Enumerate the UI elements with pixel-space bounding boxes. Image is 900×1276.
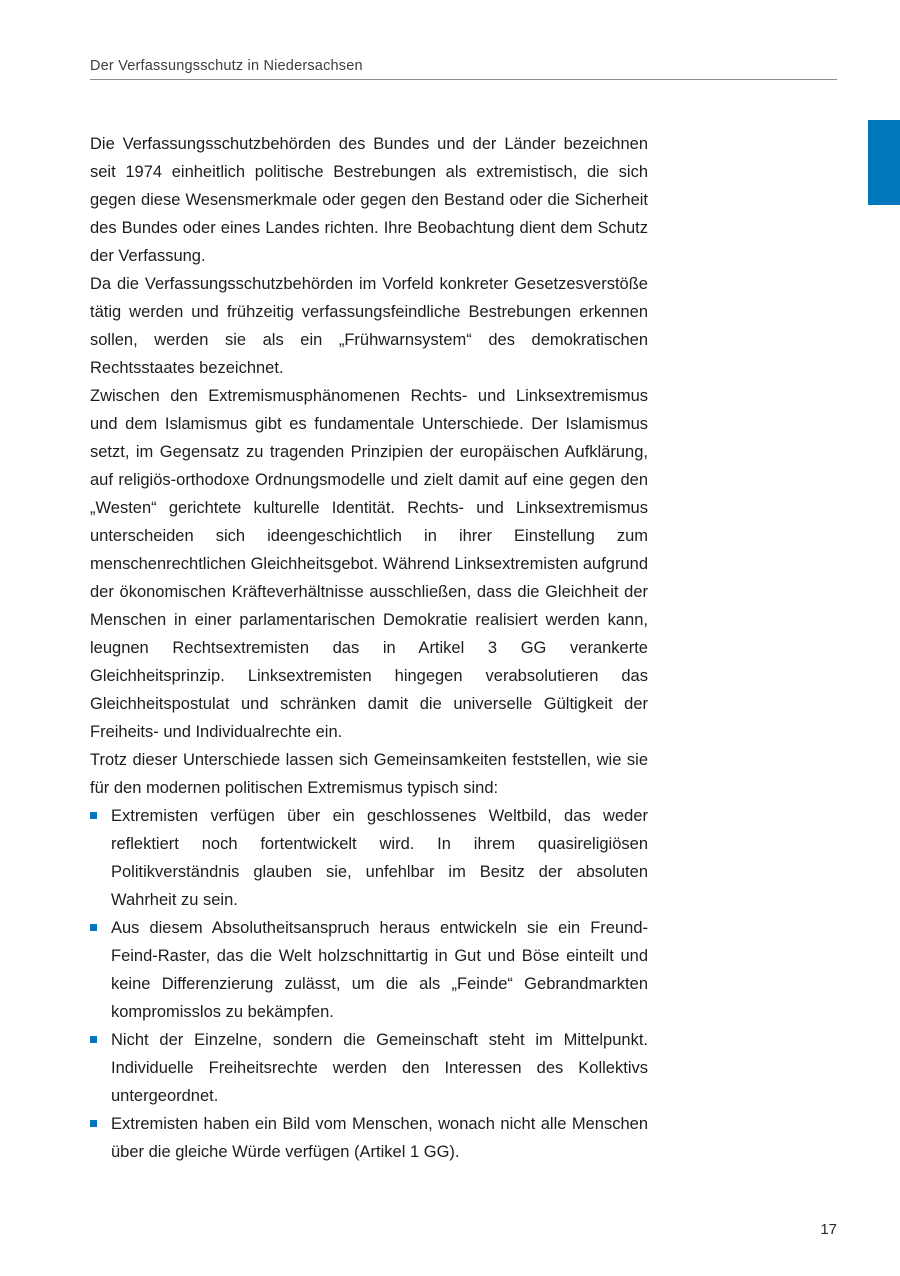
paragraph-2: Da die Verfassungsschutzbehörden im Vorfeld konkreter Gesetzesverstöße tätig werden und frühzeitig verfassungsfeindliche Bestrebungen erkennen sollen, werden sie als ein „Frühwarnsystem“ des demokratischen Rechtsstaates bezeichnet.	[90, 275, 648, 377]
running-header: Der Verfassungsschutz in Niedersachsen	[90, 58, 363, 74]
square-bullet-icon	[90, 1120, 97, 1127]
bullet-text: Nicht der Einzelne, sondern die Gemeinschaft steht im Mittelpunkt. Individuelle Freiheitsrechte werden den Interessen des Kollektivs untergeordnet.	[111, 1031, 648, 1105]
square-bullet-icon	[90, 1036, 97, 1043]
bullet-text: Extremisten verfügen über ein geschlossenes Weltbild, das weder reflektiert noch fortentwickelt wird. In ihrem quasireligiösen Politikverständnis glauben sie, unfehlbar im Besitz der absoluten Wahrheit zu sein.	[111, 807, 648, 909]
paragraph-4: Trotz dieser Unterschiede lassen sich Gemeinsamkeiten feststellen, wie sie für den modernen politischen Extremismus typisch sind:	[90, 751, 648, 797]
square-bullet-icon	[90, 812, 97, 819]
list-item	[90, 1026, 648, 1110]
body-text	[90, 130, 648, 1166]
list-item	[90, 914, 648, 1026]
header-rule	[90, 79, 837, 80]
chapter-tab-marker	[868, 120, 900, 205]
bullet-text: Extremisten haben ein Bild vom Menschen, wonach nicht alle Menschen über die gleiche Würde verfügen (Artikel 1 GG).	[111, 1115, 648, 1161]
square-bullet-icon	[90, 924, 97, 931]
paragraph-1: Die Verfassungsschutzbehörden des Bundes und der Länder bezeichnen seit 1974 einheitlich politische Bestrebungen als extremistisch, die sich gegen diese Wesensmerkmale oder gegen den Bestand oder die Sicherheit des Bundes oder eines Landes richten. Ihre Beobachtung dient dem Schutz der Verfassung.	[90, 135, 648, 265]
page-number: 17	[820, 1221, 837, 1238]
bullet-text: Aus diesem Absolutheitsanspruch heraus entwickeln sie ein Freund-Feind-Raster, das die Welt holzschnittartig in Gut und Böse einteilt und keine Differenzierung zulässt, um die als „Feinde“ Gebrandmarkten kompromisslos zu bekämpfen.	[111, 919, 648, 1021]
list-item	[90, 1110, 648, 1166]
list-item	[90, 802, 648, 914]
bullet-list	[90, 802, 648, 1166]
paragraph-3: Zwischen den Extremismusphänomenen Rechts- und Linksextremismus und dem Islamismus gibt es fundamentale Unterschiede. Der Islamismus setzt, im Gegensatz zu tragenden Prinzipien der europäischen Aufklärung, auf religiös-orthodoxe Ordnungsmodelle und zielt damit auf eine gegen den „Westen“ gerichtete kulturelle Identität. Rechts- und Linksextremismus unterscheiden sich ideengeschichtlich in ihrer Einstellung zum menschenrechtlichen Gleichheitsgebot. Während Linksextremisten aufgrund der ökonomischen Kräfteverhältnisse ausschließen, dass die Gleichheit der Menschen in einer parlamentarischen Demokratie realisiert werden kann, leugnen Rechtsextremisten das in Artikel 3 GG verankerte Gleichheitsprinzip. Linksextremisten hingegen verabsolutieren das Gleichheitspostulat und schränken damit die universelle Gültigkeit der Freiheits- und Individualrechte ein.	[90, 387, 648, 741]
